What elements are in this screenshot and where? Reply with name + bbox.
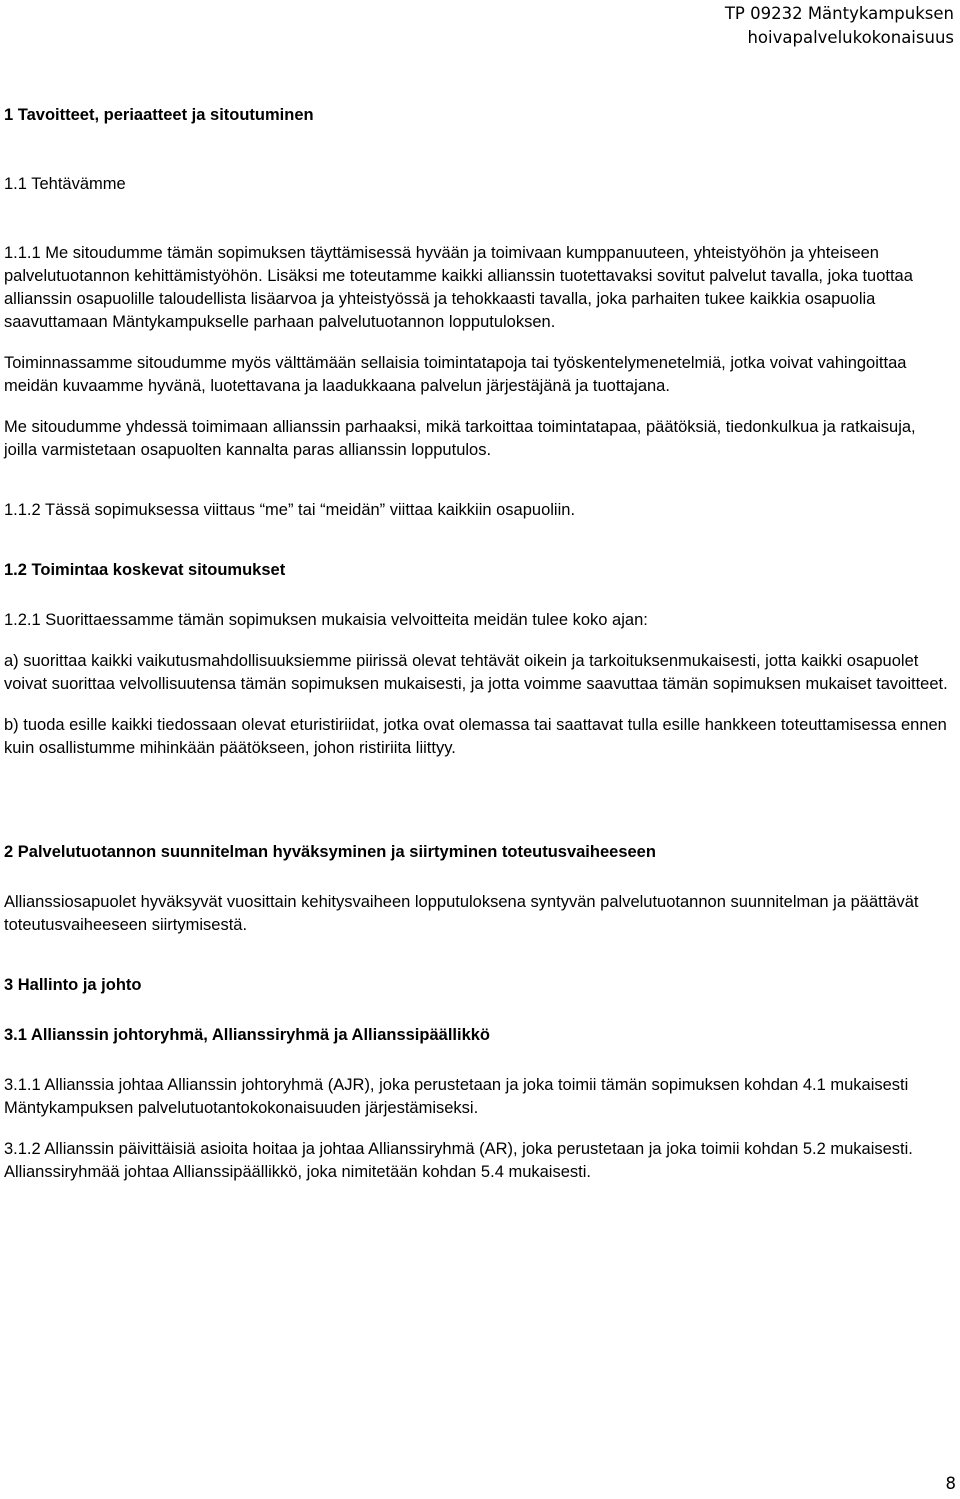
- paragraph-1-2-1: 1.2.1 Suorittaessamme tämän sopimuksen mukaisia velvoitteita meidän tulee koko ajan:: [4, 611, 648, 629]
- paragraph-1-1-1: 1.1.1 Me sitoudumme tämän sopimuksen täyttämisessä hyvään ja toimivaan kumppanuuteen, yhteistyöhön ja yhteiseen palvelutuotannon kehittämistyöhön. Lisäksi me toteutamme kaikki allianssin tuotettavaksi sovitut palvelut tavalla, joka tuottaa allianssin osapuolille taloudellista lisäarvoa ja yhteistyössä ja tehokkaasti tavalla, joka parhaiten tukee kaikkia osapuolia saavuttamaan Mäntykampukselle parhaan palvelutuotannon lopputuloksen.: [4, 244, 913, 331]
- list-item-b: b) tuoda esille kaikki tiedossaan olevat eturistiriidat, jotka ovat olemassa tai saattavat tulla esille hankkeen toteuttamisessa ennen kuin osallistumme mihinkään päätökseen, johon ristiriita liittyy.: [4, 716, 947, 757]
- heading-1: 1 Tavoitteet, periaatteet ja sitoutuminen: [4, 106, 314, 124]
- paragraph-1-1-2: 1.1.2 Tässä sopimuksessa viittaus “me” tai “meidän” viittaa kaikkiin osapuoliin.: [4, 501, 576, 519]
- heading-1-2: 1.2 Toimintaa koskevat sitoumukset: [4, 561, 286, 579]
- heading-3: 3 Hallinto ja johto: [4, 976, 142, 994]
- paragraph-section-2: Allianssiosapuolet hyväksyvät vuosittain kehitysvaiheen lopputuloksena syntyvän palvelutuotannon suunnitelman ja päättävät toteutusvaiheeseen siirtymisestä.: [4, 893, 919, 934]
- paragraph-3-1-1: 3.1.1 Allianssia johtaa Allianssin johtoryhmä (AJR), joka perustetaan ja joka toimii tämän sopimuksen kohdan 4.1 mukaisesti Mäntykampuksen palvelutuotantokokonaisuuden järjestämiseksi.: [4, 1076, 909, 1117]
- header-line-1: TP 09232 Mäntykampuksen: [724, 4, 954, 23]
- paragraph-3-1-2: 3.1.2 Allianssin päivittäisiä asioita hoitaa ja johtaa Allianssiryhmä (AR), joka perustetaan ja joka toimii kohdan 5.2 mukaisesti. Allianssiryhmää johtaa Allianssipäällikkö, joka nimitetään kohdan 5.4 mukaisesti.: [4, 1140, 913, 1181]
- heading-2: 2 Palvelutuotannon suunnitelman hyväksyminen ja siirtyminen toteutusvaiheeseen: [4, 843, 656, 861]
- paragraph-avoid: Toiminnassamme sitoudumme myös välttämään sellaisia toimintatapoja tai työskentelymenetelmiä, jotka voivat vahingoittaa meidän kuvaamme hyvänä, luotettavana ja laadukkaana palvelun järjestäjänä ja tuottajana.: [4, 354, 907, 395]
- page-header: [725, 2, 954, 50]
- page-number: 8: [945, 1474, 956, 1493]
- document-body: [4, 104, 950, 1184]
- list-item-a: a) suorittaa kaikki vaikutusmahdollisuuksiemme piirissä olevat tehtävät oikein ja tarkoituksenmukaisesti, jotta kaikki osapuolet voivat suorittaa velvollisuutensa tämän sopimuksen mukaisesti, ja jotta voimme saavuttaa tämän sopimuksen mukaiset tavoitteet.: [4, 652, 948, 693]
- paragraph-best: Me sitoudumme yhdessä toimimaan allianssin parhaaksi, mikä tarkoittaa toimintatapaa, päätöksiä, tiedonkulkua ja ratkaisuja, joilla varmistetaan osapuolten kannalta paras allianssin lopputulos.: [4, 418, 916, 459]
- heading-3-1: 3.1 Allianssin johtoryhmä, Allianssiryhmä ja Allianssipäällikkö: [4, 1026, 491, 1044]
- heading-1-1: 1.1 Tehtävämme: [4, 175, 126, 193]
- header-line-2: hoivapalvelukokonaisuus: [747, 28, 954, 47]
